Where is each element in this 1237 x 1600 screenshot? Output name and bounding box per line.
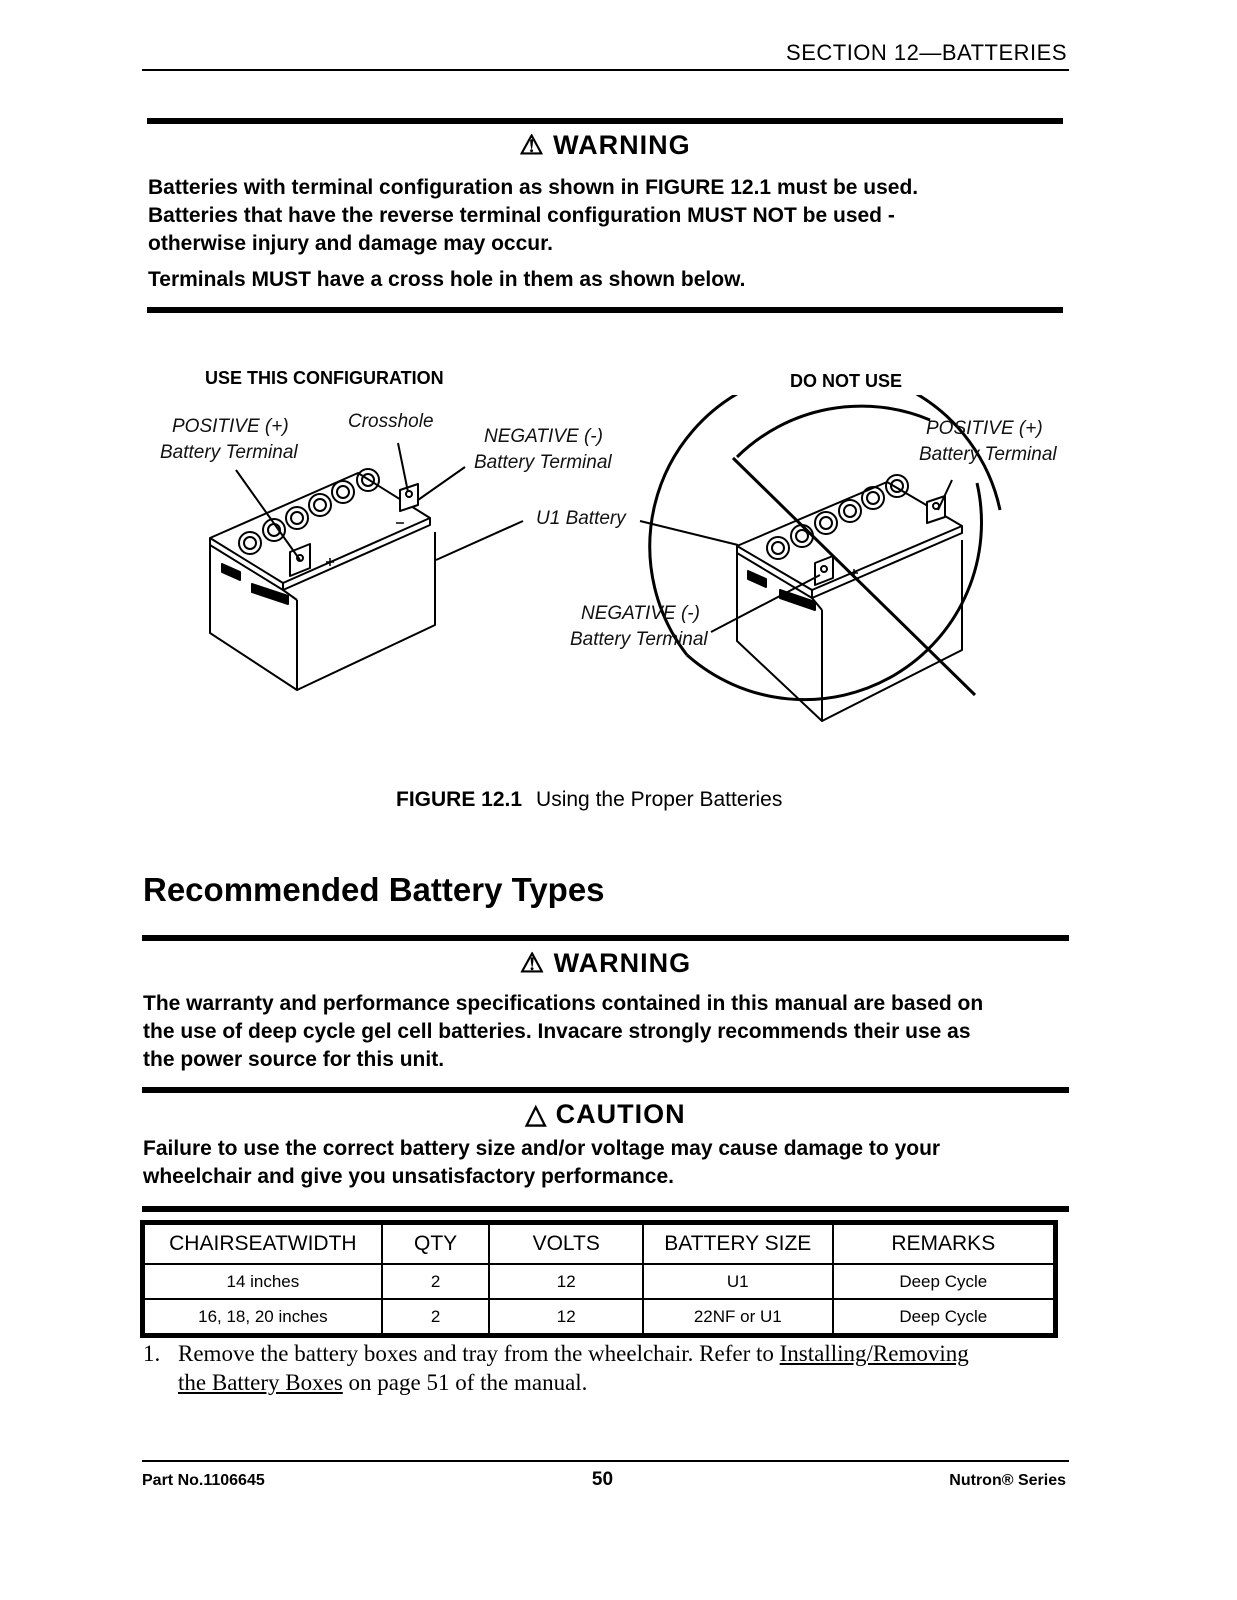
callout-line: Battery Terminal xyxy=(160,442,298,463)
warning1-title: ⚠ WARNING xyxy=(519,130,691,160)
installing-removing-link[interactable]: Installing/Removing xyxy=(779,1341,969,1366)
table-cell: 12 xyxy=(489,1264,643,1299)
warning1-body xyxy=(148,174,1063,294)
warning1-bottom-rule xyxy=(147,307,1063,313)
table-cell: 16, 18, 20 inches xyxy=(144,1299,382,1334)
right-positive-callout xyxy=(919,416,1057,468)
col-header: REMARKS xyxy=(833,1224,1054,1264)
u1-battery-callout: U1 Battery xyxy=(536,508,626,529)
section-heading: Recommended Battery Types xyxy=(143,871,605,908)
caution-bottom-rule xyxy=(142,1206,1069,1212)
series-name: Nutron® Series xyxy=(949,1472,1066,1489)
page-number: 50 xyxy=(591,1469,614,1490)
warning1-line: otherwise injury and damage may occur. xyxy=(148,232,553,255)
section-title: SECTION 12—BATTERIES xyxy=(786,40,1067,65)
warning2-title: ⚠ WARNING xyxy=(519,948,692,978)
prohibition-slash xyxy=(733,458,975,695)
use-config-label: USE THIS CONFIGURATION xyxy=(205,368,444,388)
table-cell: 22NF or U1 xyxy=(643,1299,833,1334)
warning1-line: Batteries that have the reverse terminal configuration MUST NOT be used - xyxy=(148,204,895,227)
table-cell: 12 xyxy=(489,1299,643,1334)
callout-line: POSITIVE (+) xyxy=(926,418,1043,439)
warning2-top-rule xyxy=(142,935,1069,941)
col-header: VOLTS xyxy=(489,1224,643,1264)
col-header: QTY xyxy=(382,1224,490,1264)
crosshole-callout: Crosshole xyxy=(348,411,434,432)
table-row xyxy=(144,1299,1054,1334)
step-number: 1. xyxy=(143,1341,161,1366)
warning2-body xyxy=(143,990,1069,1074)
warning1-line: Batteries with terminal configuration as shown in FIGURE 12.1 must be used. xyxy=(148,176,919,199)
table-cell: Deep Cycle xyxy=(833,1299,1054,1334)
caution-body xyxy=(143,1135,1069,1191)
callout-line: POSITIVE (+) xyxy=(172,416,289,437)
table-cell: U1 xyxy=(643,1264,833,1299)
warning1-top-rule xyxy=(147,118,1063,124)
header-rule xyxy=(142,69,1069,71)
negative2-callout xyxy=(570,601,708,653)
step-text: Remove the battery boxes and tray from the wheelchair. Refer to xyxy=(178,1341,780,1366)
callout-line: Battery Terminal xyxy=(570,629,708,650)
table-cell: 2 xyxy=(382,1264,490,1299)
figure-number: FIGURE 12.1 xyxy=(396,788,523,811)
do-not-use-label: DO NOT USE xyxy=(790,371,903,391)
caution-top-rule xyxy=(142,1087,1069,1093)
callout-line: Battery Terminal xyxy=(474,452,612,473)
caution-line: Failure to use the correct battery size and/or voltage may cause damage to your xyxy=(143,1137,941,1160)
part-number: Part No.1106645 xyxy=(142,1472,265,1489)
step-text: on page 51 of the manual. xyxy=(342,1370,588,1395)
good-battery-drawing xyxy=(210,443,523,690)
footer-rule xyxy=(142,1460,1069,1462)
step-1 xyxy=(143,1339,1073,1397)
warning2-line: The warranty and performance specifications contained in this manual are based on xyxy=(143,992,984,1015)
left-positive-callout xyxy=(160,414,298,466)
table-cell: 2 xyxy=(382,1299,490,1334)
caution-title: △ CAUTION xyxy=(525,1099,686,1129)
table-cell: 14 inches xyxy=(144,1264,382,1299)
callout-line: NEGATIVE (-) xyxy=(581,603,700,624)
figure-title: Using the Proper Batteries xyxy=(536,788,783,811)
table-cell: Deep Cycle xyxy=(833,1264,1054,1299)
table-header-row xyxy=(144,1224,1054,1264)
battery-spec-table xyxy=(143,1223,1055,1335)
battery-boxes-link[interactable]: the Battery Boxes xyxy=(178,1370,343,1395)
figure-caption xyxy=(396,788,782,812)
warning1-extra: Terminals MUST have a cross hole in them as shown below. xyxy=(148,268,746,291)
col-header: CHAIRSEATWIDTH xyxy=(144,1224,382,1264)
callout-line: Battery Terminal xyxy=(919,444,1057,465)
table-row xyxy=(144,1264,1054,1299)
caution-line: wheelchair and give you unsatisfactory performance. xyxy=(143,1165,674,1188)
warning2-line: the use of deep cycle gel cell batteries. Invacare strongly recommends their use as xyxy=(143,1020,971,1043)
warning2-line: the power source for this unit. xyxy=(143,1048,445,1071)
col-header: BATTERY SIZE xyxy=(643,1224,833,1264)
callout-line: NEGATIVE (-) xyxy=(484,426,603,447)
bad-battery-drawing xyxy=(640,475,962,721)
negative-callout xyxy=(474,424,612,476)
